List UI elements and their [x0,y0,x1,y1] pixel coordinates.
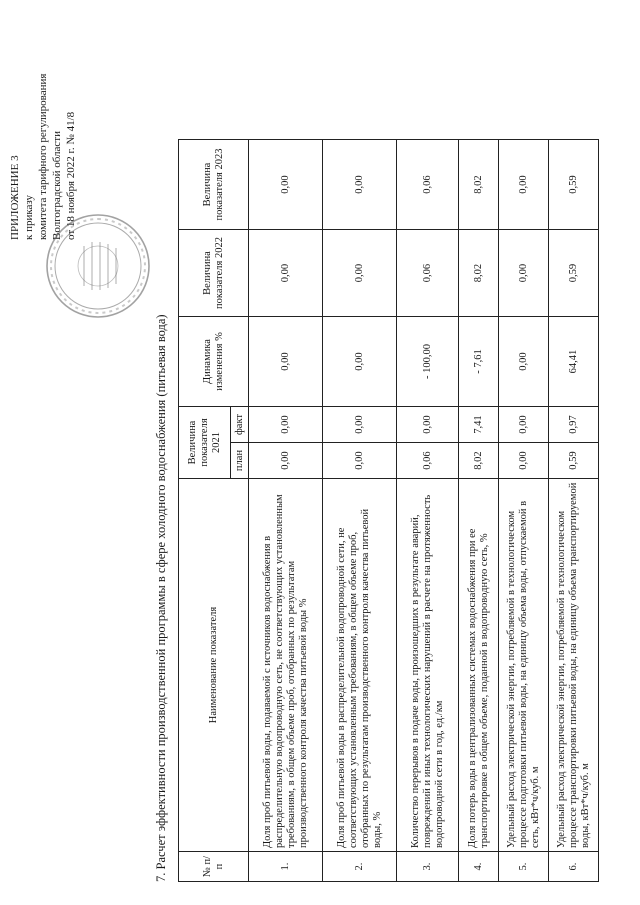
table-row [499,140,549,882]
row-number: 6. [549,852,599,882]
table-row [323,140,397,882]
document-page [0,10,620,890]
row-dynamics: 64,41 [549,317,599,407]
header-value-2022: Величина показателя 2022 [179,230,249,317]
header-plan: план [231,443,249,479]
row-dynamics: 0,00 [499,317,549,407]
appendix-line: комитета тарифного регулирования [37,73,49,240]
appendix-line: к приказу [23,194,35,240]
row-number: 5. [499,852,549,882]
row-dynamics: 0,00 [249,317,323,407]
header-name: Наименование показателя [179,479,249,852]
row-fact: 0,00 [249,407,323,443]
row-indicator-name: Удельный расход электрической энергии, потребляемой в технологическом процессе подготовки питьевой воды, на единицу объема воды, отпускаемой в сеть, кВт*ч/куб. м [499,479,549,852]
row-value-2023: 0,59 [549,140,599,230]
header-dynamics: Динамика изменения % [179,317,249,407]
row-plan: 8,02 [459,443,499,479]
row-fact: 0,00 [397,407,459,443]
table-row [549,140,599,882]
row-value-2023: 0,06 [397,140,459,230]
row-value-2022: 0,00 [249,230,323,317]
row-value-2023: 0,00 [499,140,549,230]
row-number: 2. [323,852,397,882]
row-plan: 0,06 [397,443,459,479]
row-fact: 7,41 [459,407,499,443]
row-indicator-name: Количество перерывов в подаче воды, произошедших в результате аварий, повреждений и иных технологических нарушений в расчете на протяженность водопроводной сети в год, ед./км [397,479,459,852]
row-number: 4. [459,852,499,882]
official-seal-icon [44,212,152,320]
row-value-2022: 0,00 [499,230,549,317]
row-number: 1. [249,852,323,882]
row-indicator-name: Доля проб питьевой воды в распределительной водопроводной сети, не соответствующих установленным требованиям, в общем объеме проб, отобранных по результатам производственного контроля качества питьевой воды, % [323,479,397,852]
appendix-date: от 18 ноября 2022 г. № 41/8 [65,111,77,240]
row-value-2023: 0,00 [249,140,323,230]
header-fact: факт [231,407,249,443]
row-plan: 0,00 [499,443,549,479]
row-fact: 0,00 [323,407,397,443]
row-dynamics: - 100,00 [397,317,459,407]
row-value-2022: 0,00 [323,230,397,317]
row-dynamics: - 7,61 [459,317,499,407]
row-value-2023: 0,00 [323,140,397,230]
table-row [249,140,323,882]
row-plan: 0,00 [323,443,397,479]
header-num: № п/п [179,852,249,882]
row-value-2023: 8,02 [459,140,499,230]
row-value-2022: 0,59 [549,230,599,317]
row-value-2022: 0,06 [397,230,459,317]
table-row [397,140,459,882]
row-indicator-name: Доля проб питьевой воды, подаваемой с источников водоснабжения в распределительную водопроводную сеть, не соответствующих установленным требованиям, в общем объеме проб, отобранных по результатам производственного контроля качества питьевой воды % [249,479,323,852]
table-row [459,140,499,882]
efficiency-table [178,139,599,882]
row-indicator-name: Удельный расход электрической энергии, потребляемой в технологическом процессе транспортировки питьевой воды, на единицу объема транспортируемой воды, кВт*ч/куб. м [549,479,599,852]
row-value-2022: 8,02 [459,230,499,317]
row-number: 3. [397,852,459,882]
section-title: 7. Расчет эффективности производственной программы в сфере холодного водоснабжения (питьевая вода) [154,314,168,882]
row-plan: 0,00 [249,443,323,479]
row-indicator-name: Доля потерь воды в централизованных системах водоснабжения при ее транспортировке в общем объеме, поданной в водопроводную сеть, % [459,479,499,852]
row-plan: 0,59 [549,443,599,479]
header-value-2021: Величина показателя 2021 [179,407,231,479]
row-fact: 0,97 [549,407,599,443]
appendix-title: ПРИЛОЖЕНИЕ 3 [9,155,21,240]
header-value-2023: Величина показателя 2023 [179,140,249,230]
row-fact: 0,00 [499,407,549,443]
row-dynamics: 0,00 [323,317,397,407]
appendix-line: Волгоградской области [51,131,63,240]
